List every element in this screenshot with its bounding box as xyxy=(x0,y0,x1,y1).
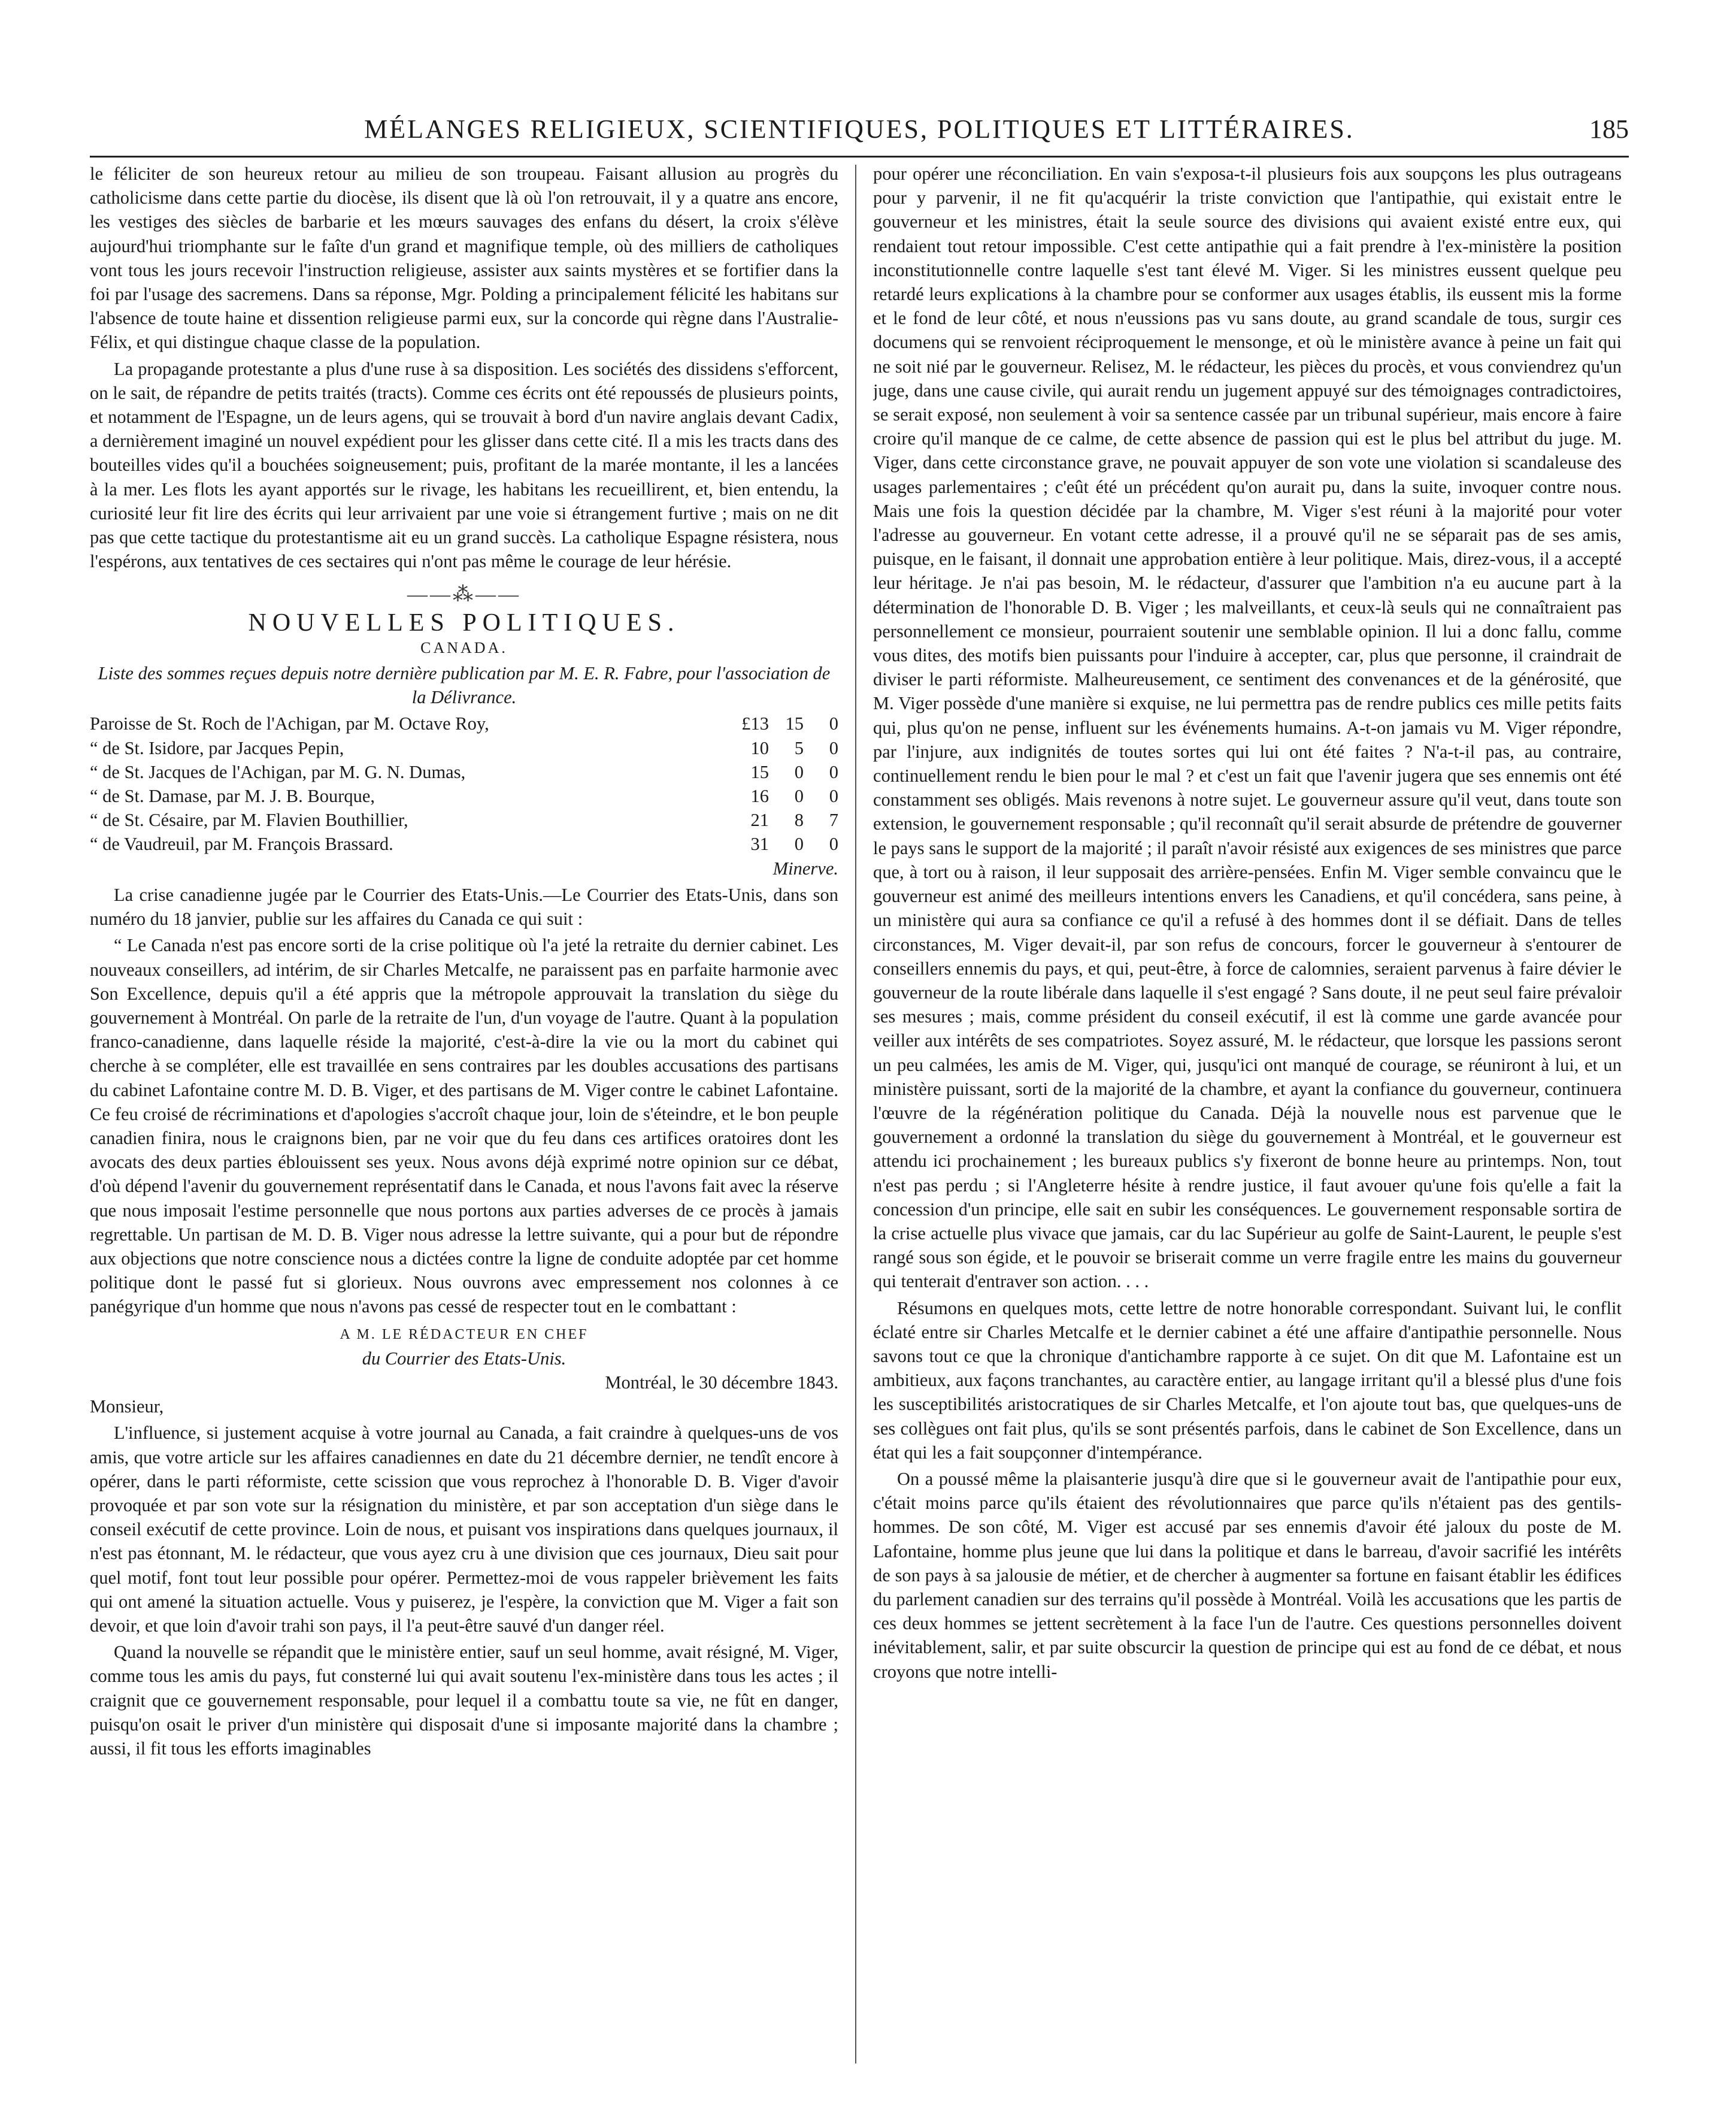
subscription-pounds: 15 xyxy=(750,761,769,782)
subscription-pounds: 21 xyxy=(750,810,769,831)
paragraph-courrier-article: “ Le Canada n'est pas encore sorti de la crise politique où l'a jeté la retraite du dernier cabinet. Les nouveaux conseillers, ad intérim, de sir Charles Metcalfe, ne paraissent pas en parfaite harmonie avec Son Excellence, depuis qu'il a été appris que la métropole approuvait la translation du siège du gouvernement à Montréal. On parle de la retraite de l'un, d'un voyage de l'autre. Quant à la population franco-canadienne, dans laquelle réside la majorité, c'est-à-dire la vie ou la mort du cabinet qui cherche à se compléter, elle est travaillée en sens contraires par les doubles accusations des partisans du cabinet Lafontaine contre M. D. B. Viger, et des partisans de M. Viger contre le cabinet Lafontaine. Ce feu croisé de récriminations et d'apologies s'accroît chaque jour, loin de s'éteindre, et le bon peuple canadien finira, nous le craignons bien, par ne voir que du feu dans ces artifices oratoires dont les avocats des deux parties éblouissent ses yeux. Nous avons déjà exprimé notre opinion sur ce débat, d'où dépend l'avenir du gouvernement représentatif dans le Canada, et nous l'avons fait avec la réserve que nous imposait l'estime personnelle que nous portons aux parties adverses de ce procès à jamais regrettable. Un partisan de M. D. B. Viger nous adresse la lettre suivante, qui a pour but de répondre aux objections que notre conscience nous a dictées contre la ligne de conduite adoptée par cet homme politique dont le passé fut si glorieux. Nous ouvrons avec empressement nos colonnes à ce panégyrique d'un homme que nous n'avons pas cessé de respecter tout en le combattant : xyxy=(90,935,838,1317)
paragraph-letter-2: Quand la nouvelle se répandit que le ministère entier, sauf un seul homme, avait résigné, M. Viger, comme tous les amis du pays, fut consterné lui qui avait soutenu l'ex-ministère dans tous les actes ; il craignit que ce gouvernement responsable, pour lequel il a combattu toute sa vie, ne fût en danger, puisqu'on osait le priver d'un ministère qui disposait d'une si imposante majorité dans la chambre ; aussi, il fit tous les efforts imaginables xyxy=(90,1642,838,1759)
paragraph-protestant-tracts: La propagande protestante a plus d'une ruse à sa disposition. Les sociétés des dissidens s'efforcent, on le sait, de répandre de petits traités (tracts). Comme ces écrits ont été repoussés de plusieurs points, et notamment de l'Espagne, un de leurs agens, qui se trouvait à bord d'un navire anglais devant Cadix, a dernièrement imaginé un nouvel expédient pour les glisser dans cette cité. Il a mis les tracts dans des bouteilles vides qu'il a bouchées soigneusement; puis, profitant de la marée montante, il les a lancées à la mer. Les flots les ayant apportés sur le rivage, les habitans les recueillirent, et, bien entendu, la curiosité leur fit lire des écrits qui leur arrivaient par une voie si étrangement furtive ; mais on ne dit pas que cette tactique du protestantisme ait eu un grand succès. La catholique Espagne résistera, nous l'espérons, aux tentatives de ces sectaires qui n'ont pas même le courage de leur hérésie. xyxy=(90,358,838,572)
subscription-shillings: 0 xyxy=(794,761,804,782)
subscription-pence: 0 xyxy=(829,713,838,734)
paragraph-summary: Résumons en quelques mots, cette lettre de notre honorable correspondant. Suivant lui, le conflit éclaté entre sir Charles Metcalfe et le dernier cabinet a été une affaire d'antipathie personnelle. Nous savons tout ce que la chronique d'antichambre rapporte à ce sujet. On dit que M. Lafontaine est un ambitieux, aux façons tranchantes, au caractère entier, au langage irritant qu'il a blessé plus d'une fois les susceptibilités aristocratiques de sir Charles Metcalfe, et l'on ajoute tout bas, que quelques-uns de ses collègues ont fait plus, qu'ils se sont présentés parfois, dans le cabinet de Son Excellence, dans un état qui les a fait soupçonner d'intempérance. xyxy=(873,1297,1622,1463)
subscription-parish: “ de Vaudreuil, par M. François Brassard. xyxy=(90,834,393,855)
subscription-pence: 0 xyxy=(829,737,838,758)
subscription-shillings: 8 xyxy=(794,810,804,831)
subscription-shillings: 5 xyxy=(794,737,804,758)
subscription-row xyxy=(90,736,838,760)
subscription-shillings: 0 xyxy=(794,786,804,807)
source-attribution: Minerve. xyxy=(772,858,838,879)
letter-salutation: Monsieur, xyxy=(90,1396,164,1417)
region-heading: CANADA. xyxy=(420,639,508,656)
section-title: NOUVELLES POLITIQUES. xyxy=(248,609,680,637)
letter-addressee: A M. LE RÉDACTEUR EN CHEF xyxy=(340,1326,589,1342)
subscription-shillings: 15 xyxy=(785,713,804,734)
column-divider xyxy=(855,165,856,2063)
subscription-row xyxy=(90,712,838,736)
paragraph-polding-reply: le féliciter de son heureux retour au milieu de son troupeau. Faisant allusion au progrès du catholicisme dans cette partie du diocèse, ils disent que là où l'on retrouvait, il y a quatre ans encore, les vestiges des siècles de barbarie et les mœurs sauvages des enfans du désert, la croix s'élève aujourd'hui triomphante sur le faîte d'un grand et magnifique temple, où des milliers de catholiques vont tous les jours recevoir l'instruction religieuse, assister aux saints mystères et se fortifier dans la foi par l'usage des sacremens. Dans sa réponse, Mgr. Polding a principalement félicité les habitans sur l'absence de toute haine et dissention religieuse parmi eux, sur la concorde qui règne dans l'Australie-Félix, et qui distingue chaque classe de la population. xyxy=(90,164,838,353)
subscription-table xyxy=(90,712,838,856)
page-number: 185 xyxy=(1589,114,1629,144)
paragraph-letter-1: L'influence, si justement acquise à votre journal au Canada, a fait craindre à quelques-uns de vos amis, que votre article sur les affaires canadiennes en date du 21 décembre dernier, ne tendît encore à opérer, dans le parti réformiste, cette scission que vous reprochez à l'honorable D. B. Viger d'avoir provoquée et par son vote sur la résignation du ministère, et par son acceptation d'un siège dans le conseil exécutif de cette province. Loin de nous, et puisant vos inspirations dans quelques journaux, il n'est pas étonnant, M. le rédacteur, que vous ayez cru à une division que ces journaux, Dieu sait pour quel motif, font tout leur possible pour opérer. Permettez-moi de vous rappeler brièvement les faits qui ont amené la situation actuelle. Vous y puiserez, je l'espère, la conviction que M. Viger a fait son devoir, et que loin d'avoir trahi son pays, il l'a peut-être sauvé d'un danger réel. xyxy=(90,1423,838,1636)
subscription-parish: “ de St. Damase, par M. J. B. Bourque, xyxy=(90,786,375,807)
letter-newspaper: du Courrier des Etats-Unis. xyxy=(362,1348,566,1369)
left-column xyxy=(90,162,838,2066)
subscription-pounds: £13 xyxy=(741,713,769,734)
running-title: MÉLANGES RELIGIEUX, SCIENTIFIQUES, POLITIQUES ET LITTÉRAIRES. xyxy=(364,114,1355,144)
subscription-pence: 0 xyxy=(829,786,838,807)
subscription-pence: 7 xyxy=(829,810,838,831)
letter-date: Montréal, le 30 décembre 1843. xyxy=(605,1372,838,1393)
section-ornament: ——⁂—— xyxy=(407,583,521,606)
subscription-row xyxy=(90,808,838,832)
subscription-pence: 0 xyxy=(829,761,838,782)
subscription-row xyxy=(90,784,838,808)
paragraph-letter-continued: pour opérer une réconciliation. En vain s'exposa-t-il plusieurs fois aux soupçons les plus outrageans pour y parvenir, il ne fit qu'acquérir la triste conviction que l'antipathie, qui existait entre le gouverneur et les ministres, était la seule source des divisions qui avaient existé entre eux, qui rendaient tout retour impossible. C'est cette antipathie qui a fait prendre à l'ex-ministère la position inconstitutionnelle contre laquelle s'est tant élevé M. Viger. Si les ministres eussent quelque peu retardé leurs explications à la chambre pour se conformer aux usages établis, ils eussent mis la forme et le fond de leur côté, et nous n'eussions pas vu sans doute, au grand scandale de tous, surgir ces documens qui se renvoient réciproquement le mensonge, et où le ministère avance à peine un fait qui ne soit nié par le gouverneur. Relisez, M. le rédacteur, les pièces du procès, et vous conviendrez qu'un juge, dans une cause civile, qui aurait rendu un jugement appuyé sur des témoignages contradictoires, se serait exposé, non seulement à voir sa sentence cassée par un tribunal supérieur, mais encore à faire croire qu'il manque de ce calme, de cette absence de passion qui est le plus bel attribut du juge. M. Viger, dans cette circonstance grave, ne pouvait appuyer de son vote une violation si scandaleuse des usages parlementaires ; c'eût été un précédent qu'on aurait pu, dans la suite, invoquer contre nous. Mais une fois la question décidée par la chambre, M. Viger s'est réuni à la majorité pour voter l'adresse au gouverneur. En votant cette adresse, il a prouvé qu'il ne se séparait pas de ses amis, puisque, en le faisant, il donnait une approbation entière à leur politique. Mais, direz-vous, il a accepté leur héritage. Je n'ai pas besoin, M. le rédacteur, d'assurer que l'ambition n'a eu aucune part à la détermination de l'honorable D. B. Viger ; les malveillants, et ceux-là seuls qui ne connaîtraient pas personnellement ce monsieur, pourraient soutenir une semblable opinion. Il lui a donc fallu, comme vous dites, des motifs bien puissants pour l'induire à accepter, car, plus que personne, il craindrait de diviser le parti réformiste. Malheureusement, ce sentiment des convenances et de la générosité, que M. Viger possède d'une manière si exquise, ne lui permettra pas de rendre publics ces mille petits faits qui, plus qu'on ne pense, influent sur les événements humains. A-t-on jamais vu M. Viger répondre, par l'injure, aux indignités de toutes sortes qui lui ont été faites ? N'a-t-il pas, au contraire, continuellement rendu le bien pour le mal ? et c'est un fait que l'avenir jugera que ses ennemis ont été constamment ses obligés. Mais revenons à notre sujet. Le gouverneur assure qu'il veut, dans toute son extension, le gouvernement responsable ; qu'il reconnaît qu'il serait absurde de prétendre de gouverner le pays sans le support de la majorité ; il paraît n'avoir résisté aux exigences de ses ministres que parce que, à tort ou à raison, il leur supposait des arrière-pensées. Enfin M. Viger semble convaincu que le gouverneur est animé des meilleurs intentions envers les Canadiens, et qu'il concédera, sans peine, à un ministère qui aura sa confiance ce qu'il a refusé à des hommes dont il se défiait. Dans de telles circonstances, M. Viger devait-il, par son refus de concours, forcer le gouverneur à s'entourer de conseillers ennemis du pays, et qui, peut-être, à force de calomnies, seraient parvenus à faire dévier le gouverneur de la route libérale dans laquelle il s'est engagé ? Sans doute, il ne peut seul faire prévaloir ses mesures ; mais, comme président du conseil exécutif, il est là comme une garde avancée pour veiller aux intérêts de ses compatriotes. Soyez assuré, M. le rédacteur, que lorsque les passions seront un peu calmées, les amis de M. Viger, qui, jusqu'ici ont manqué de courage, se réuniront à lui, et un ministère puissant, sorti de la majorité de la chambre, et ayant la confiance du gouverneur, continuera l'œuvre de la régénération politique du Canada. Déjà la nouvelle nous est parvenue que le gouvernement a ordonné la translation du siège du gouvernement à Montréal, et le gouverneur est attendu ici prochainement ; les bureaux publics s'y fixeront de bonne heure au printemps. Non, tout n'est pas perdu ; si l'Angleterre hésite à rendre justice, il faut avouer qu'une fois qu'elle a fait la concession d'un principe, elle sait en subir les conséquences. Le gouvernement responsable sortira de la crise actuelle plus vivace que jamais, car du lac Supérieur au golfe de Saint-Laurent, le peuple s'est rangé sous son égide, et le pouvoir se briserait comme un verre fragile entre les mains du gouverneur qui tenterait d'entraver son action. . . . xyxy=(873,164,1622,1292)
subscription-parish: “ de St. Jacques de l'Achigan, par M. G. N. Dumas, xyxy=(90,761,466,782)
subscription-pounds: 16 xyxy=(750,786,769,807)
subscription-row xyxy=(90,760,838,784)
paragraph-courrier-intro: La crise canadienne jugée par le Courrier des Etats-Unis.—Le Courrier des Etats-Unis, dans son numéro du 18 janvier, publie sur les affaires du Canada ce qui suit : xyxy=(90,884,838,930)
subscription-parish: “ de St. Césaire, par M. Flavien Bouthillier, xyxy=(90,810,408,831)
subscription-pounds: 10 xyxy=(750,737,769,758)
subscription-row xyxy=(90,832,838,856)
paragraph-accusations: On a poussé même la plaisanterie jusqu'à dire que si le gouverneur avait de l'antipathie pour eux, c'était moins parce qu'ils étaient des révolutionnaires que parce qu'ils n'étaient pas des gentils-hommes. De son côté, M. Viger est accusé par ses ennemis d'avoir été jaloux du poste de M. Lafontaine, homme plus jeune que lui dans la politique et dans le barreau, d'avoir sacrifié les intérêts de son pays à sa jalousie de métier, et de chercher à augmenter sa fortune en faisant établir les édifices du parlement canadien sur des terrains qu'il possède à Montréal. Voilà les accusations que les partis de ces deux hommes se jettent secrètement à la face l'un de l'autre. Ces questions personnelles doivent inévitablement, salir, et par suite obscurcir la question de principe qui est au fond de ce débat, et nous croyons que notre intelli- xyxy=(873,1468,1622,1682)
subscription-pence: 0 xyxy=(829,834,838,855)
subscription-shillings: 0 xyxy=(794,834,804,855)
subscription-parish: “ de St. Isidore, par Jacques Pepin, xyxy=(90,737,344,758)
right-column xyxy=(873,162,1622,2066)
subscription-parish: Paroisse de St. Roch de l'Achigan, par M. Octave Roy, xyxy=(90,713,489,734)
subscription-list-title: Liste des sommes reçues depuis notre dernière publication par M. E. R. Fabre, pour l'association de la Délivrance. xyxy=(98,663,831,708)
page-header xyxy=(90,114,1629,158)
subscription-pounds: 31 xyxy=(750,834,769,855)
